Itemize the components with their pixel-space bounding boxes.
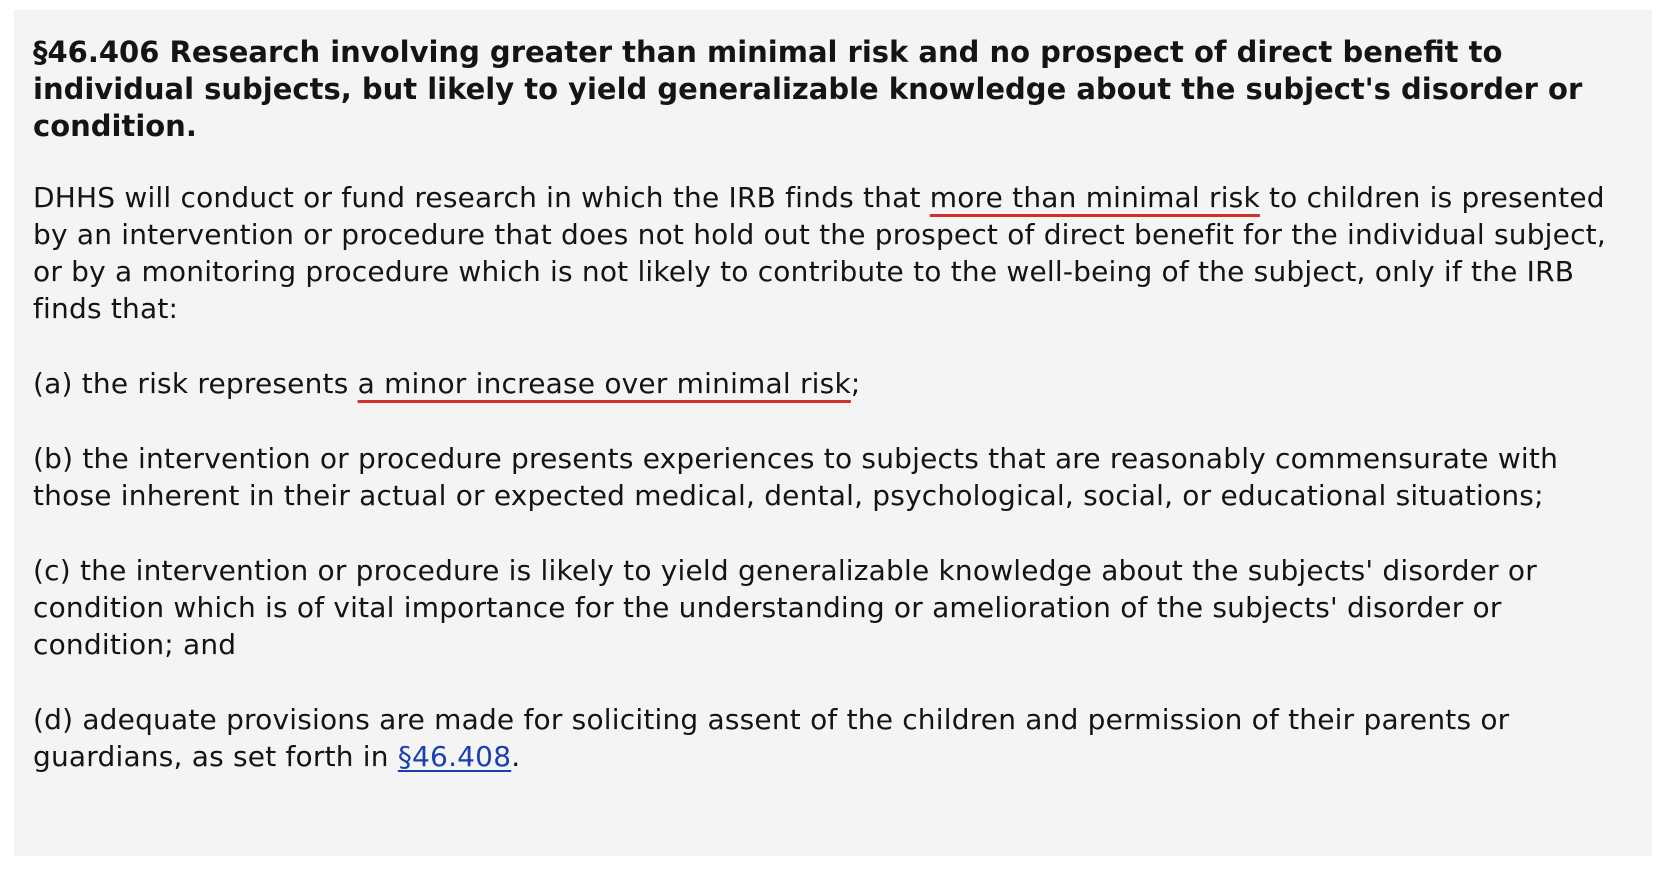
regulation-panel <box>14 10 1652 856</box>
criterion-d <box>33 701 1632 775</box>
intro-paragraph <box>33 179 1632 327</box>
intro-text-before: DHHS will conduct or fund research in which the IRB finds that <box>33 181 930 214</box>
criterion-a-before: (a) the risk represents <box>33 367 358 400</box>
highlight-minor-increase: a minor increase over minimal risk <box>357 367 851 400</box>
highlight-more-than-minimal-risk: more than minimal risk <box>929 181 1260 214</box>
criterion-a <box>33 365 1632 402</box>
intro-text-after: to children is presented by an intervention or procedure that does not hold out the prospect of direct benefit for the individual subject, or by a monitoring procedure which is not likely to contribute to the well-being of the subject, only if the IRB finds that: <box>33 181 1606 325</box>
criterion-d-before: (d) adequate provisions are made for soliciting assent of the children and permission of their parents or guardians, as set forth in <box>33 703 1510 773</box>
criterion-a-after: ; <box>850 367 861 400</box>
criterion-b: (b) the intervention or procedure presents experiences to subjects that are reasonably commensurate with those inherent in their actual or expected medical, dental, psychological, social, or educational situations; <box>33 442 1559 512</box>
section-heading: §46.406 Research involving greater than minimal risk and no prospect of direct benefit to individual subjects, but likely to yield generalizable knowledge about the subject's disorder or condition. <box>33 35 1583 143</box>
criterion-c: (c) the intervention or procedure is likely to yield generalizable knowledge about the subjects' disorder or condition which is of vital importance for the understanding or amelioration of the subjects' disorder or condition; and <box>33 554 1537 661</box>
criterion-d-after: . <box>511 740 521 773</box>
section-46-408-link[interactable]: §46.408 <box>397 740 512 773</box>
